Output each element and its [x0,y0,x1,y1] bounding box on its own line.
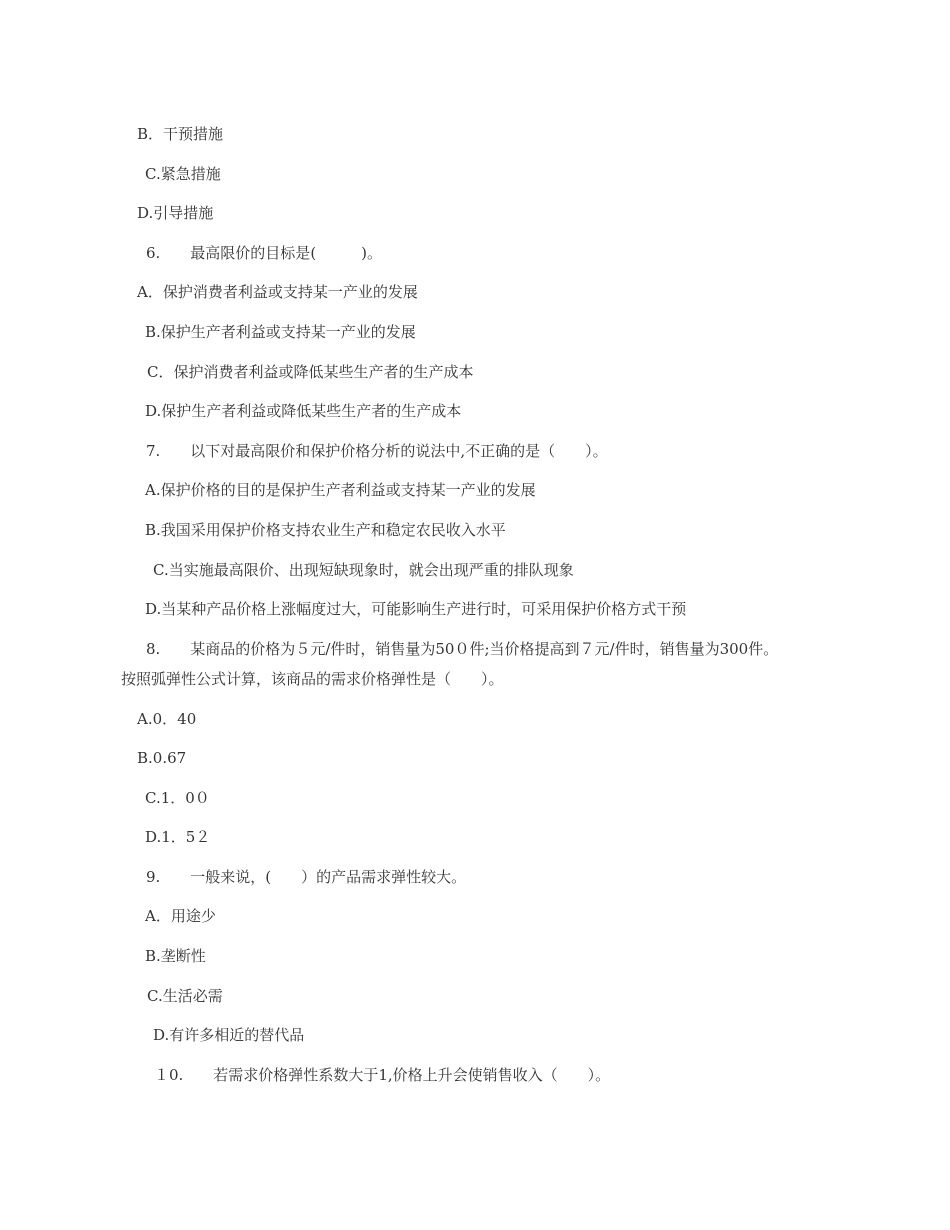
option-9a: A．用途少 [145,907,216,925]
option-6b: B.保护生产者利益或支持某一产业的发展 [145,323,416,341]
option-8c: C.1．0０ [145,789,210,807]
option-5d: D.引导措施 [137,204,214,222]
option-9c: C.生活必需 [147,987,223,1005]
option-5c: C.紧急措施 [145,165,221,183]
question-8: 8. 某商品的价格为５元/件时，销售量为50０件;当价格提高到７元/件时，销售量为300件。 [146,640,779,658]
option-6d: D.保护生产者利益或降低某些生产者的生产成本 [145,402,462,420]
option-7a: A.保护价格的目的是保护生产者利益或支持某一产业的发展 [145,481,536,499]
question-8-continued: 按照弧弹性公式计算，该商品的需求价格弹性是（ ）。 [121,670,504,688]
question-6: 6. 最高限价的目标是( )。 [146,244,383,262]
option-5b: B．干预措施 [137,125,224,143]
option-8a: A.0．40 [137,710,197,728]
question-10: １0. 若需求价格弹性系数大于1,价格上升会使销售收入（ ）。 [154,1066,611,1084]
option-7b: B.我国采用保护价格支持农业生产和稳定农民收入水平 [145,521,506,539]
option-9d: D.有许多相近的替代品 [153,1026,305,1044]
option-9b: B.垄断性 [145,947,206,965]
option-8b: B.0.67 [137,749,187,767]
question-7: 7. 以下对最高限价和保护价格分析的说法中,不正确的是（ ）。 [146,442,608,460]
option-6a: A．保护消费者利益或支持某一产业的发展 [137,283,418,301]
question-9: 9. 一般来说，( ）的产品需求弹性较大。 [146,868,467,886]
option-8d: D.1．5２ [145,828,211,846]
option-7d: D.当某种产品价格上涨幅度过大，可能影响生产进行时，可采用保护价格方式干预 [145,600,687,618]
option-7c: C.当实施最高限价、出现短缺现象时，就会出现严重的排队现象 [153,561,574,579]
option-6c: C．保护消费者利益或降低某些生产者的生产成本 [147,363,474,381]
